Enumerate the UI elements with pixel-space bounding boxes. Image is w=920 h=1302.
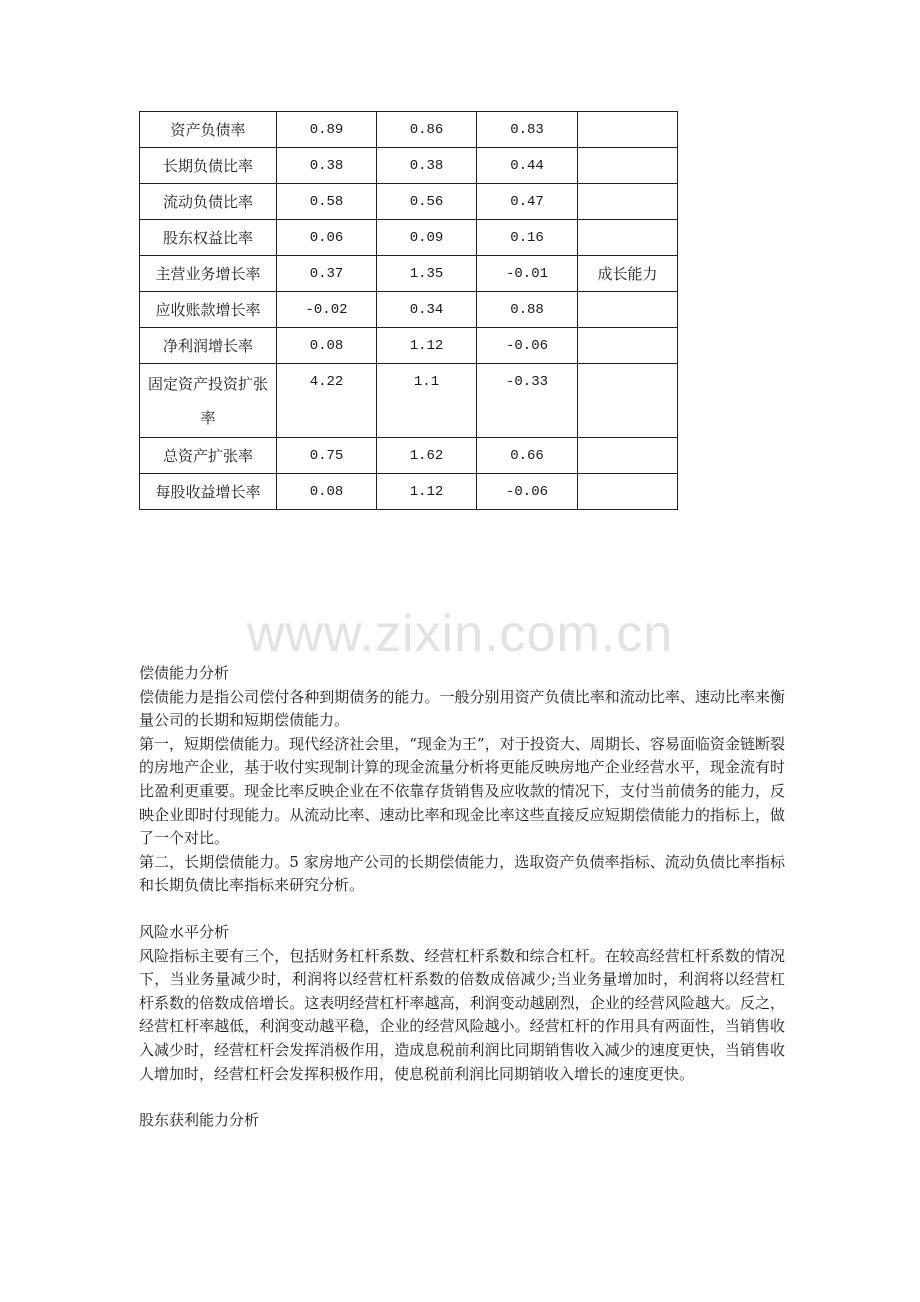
value-cell: 0.38 xyxy=(277,148,377,184)
category-cell xyxy=(578,184,678,220)
row-label: 资产负债率 xyxy=(140,112,277,148)
ratio-table xyxy=(139,111,678,510)
row-label: 股东权益比率 xyxy=(140,220,277,256)
category-cell xyxy=(578,292,678,328)
table-row xyxy=(140,474,678,510)
value-cell: 1.12 xyxy=(377,474,477,510)
category-cell xyxy=(578,220,678,256)
value-cell: 0.75 xyxy=(277,438,377,474)
document-body xyxy=(139,662,785,1133)
value-cell: 1.35 xyxy=(377,256,477,292)
category-cell xyxy=(578,112,678,148)
value-cell: 0.58 xyxy=(277,184,377,220)
category-cell xyxy=(578,474,678,510)
row-label: 长期负债比率 xyxy=(140,148,277,184)
watermark: www.zixin.com.cn xyxy=(246,605,674,663)
value-cell: 1.62 xyxy=(377,438,477,474)
value-cell: 1.12 xyxy=(377,328,477,364)
value-cell: 0.83 xyxy=(477,112,578,148)
row-label: 主营业务增长率 xyxy=(140,256,277,292)
category-cell xyxy=(578,328,678,364)
value-cell: 0.16 xyxy=(477,220,578,256)
value-cell: 0.89 xyxy=(277,112,377,148)
table-row xyxy=(140,292,678,328)
table-row xyxy=(140,112,678,148)
value-cell: 0.47 xyxy=(477,184,578,220)
paragraph: 第一，短期偿债能力。现代经济社会里，“现金为王”，对于投资大、周期长、容易面临资金链断裂的房地产企业，基于收付实现制计算的现金流量分析将更能反映房地产企业经营水平，现金流有时比盈利更重要。现金比率反映企业在不依靠存货销售及应收款的情况下，支付当前债务的能力，反映企业即时付现能力。从流动比率、速动比率和现金比率这些直接反应短期偿债能力的指标上，做了一个对比。 xyxy=(139,734,785,848)
category-cell xyxy=(578,364,678,438)
row-label: 每股收益增长率 xyxy=(140,474,277,510)
table-row xyxy=(140,184,678,220)
category-cell: 成长能力 xyxy=(578,256,678,292)
value-cell: 0.09 xyxy=(377,220,477,256)
value-cell: -0.02 xyxy=(277,292,377,328)
value-cell: 0.08 xyxy=(277,474,377,510)
section-heading-risk: 风险水平分析 xyxy=(139,922,230,941)
table-row xyxy=(140,148,678,184)
table-row xyxy=(140,364,678,438)
table-row xyxy=(140,220,678,256)
spacer xyxy=(139,898,785,921)
value-cell: 0.37 xyxy=(277,256,377,292)
spacer xyxy=(139,1086,785,1109)
value-cell: 0.86 xyxy=(377,112,477,148)
value-cell: -0.01 xyxy=(477,256,578,292)
value-cell: 0.08 xyxy=(277,328,377,364)
value-cell: 0.66 xyxy=(477,438,578,474)
value-cell: 0.38 xyxy=(377,148,477,184)
row-label: 总资产扩张率 xyxy=(140,438,277,474)
table-row xyxy=(140,328,678,364)
section-heading-solvency: 偿债能力分析 xyxy=(139,664,230,682)
table-row xyxy=(140,256,678,292)
section-heading-shareholder: 股东获利能力分析 xyxy=(139,1111,260,1130)
row-label: 净利润增长率 xyxy=(140,328,277,364)
row-label: 应收账款增长率 xyxy=(140,292,277,328)
paragraph: 偿债能力是指公司偿付各种到期债务的能力。一般分别用资产负债比率和流动比率、速动比率来衡量公司的长期和短期偿债能力。 xyxy=(139,687,785,730)
value-cell: 0.06 xyxy=(277,220,377,256)
value-cell: 1.1 xyxy=(377,364,477,438)
value-cell: 0.88 xyxy=(477,292,578,328)
value-cell: 0.34 xyxy=(377,292,477,328)
value-cell: 4.22 xyxy=(277,364,377,438)
paragraph: 第二，长期偿债能力。5 家房地产公司的长期偿债能力，选取资产负债率指标、流动负债比率指标和长期负债比率指标来研究分析。 xyxy=(139,852,785,895)
value-cell: -0.06 xyxy=(477,474,578,510)
value-cell: -0.33 xyxy=(477,364,578,438)
row-label: 流动负债比率 xyxy=(140,184,277,220)
row-label: 固定资产投资扩张率 xyxy=(140,364,277,438)
value-cell: -0.06 xyxy=(477,328,578,364)
category-cell xyxy=(578,148,678,184)
category-cell xyxy=(578,438,678,474)
paragraph: 风险指标主要有三个，包括财务杠杆系数、经营杠杆系数和综合杠杆。在较高经营杠杆系数的情况下，当业务量减少时，利润将以经营杠杆系数的倍数成倍减少;当业务量增加时，利润将以经营杠杆系数的倍数成倍增长。这表明经营杠杆率越高，利润变动越剧烈，企业的经营风险越大。反之，经营杠杆率越低，利润变动越平稳，企业的经营风险越小。经营杠杆的作用具有两面性，当销售收入减少时，经营杠杆会发挥消极作用，造成息税前利润比同期销售收入减少的速度更快，当销售收人增加时，经营杠杆会发挥积极作用，使息税前利润比同期销收入增长的速度更快。 xyxy=(139,946,785,1083)
table-row xyxy=(140,438,678,474)
value-cell: 0.44 xyxy=(477,148,578,184)
value-cell: 0.56 xyxy=(377,184,477,220)
